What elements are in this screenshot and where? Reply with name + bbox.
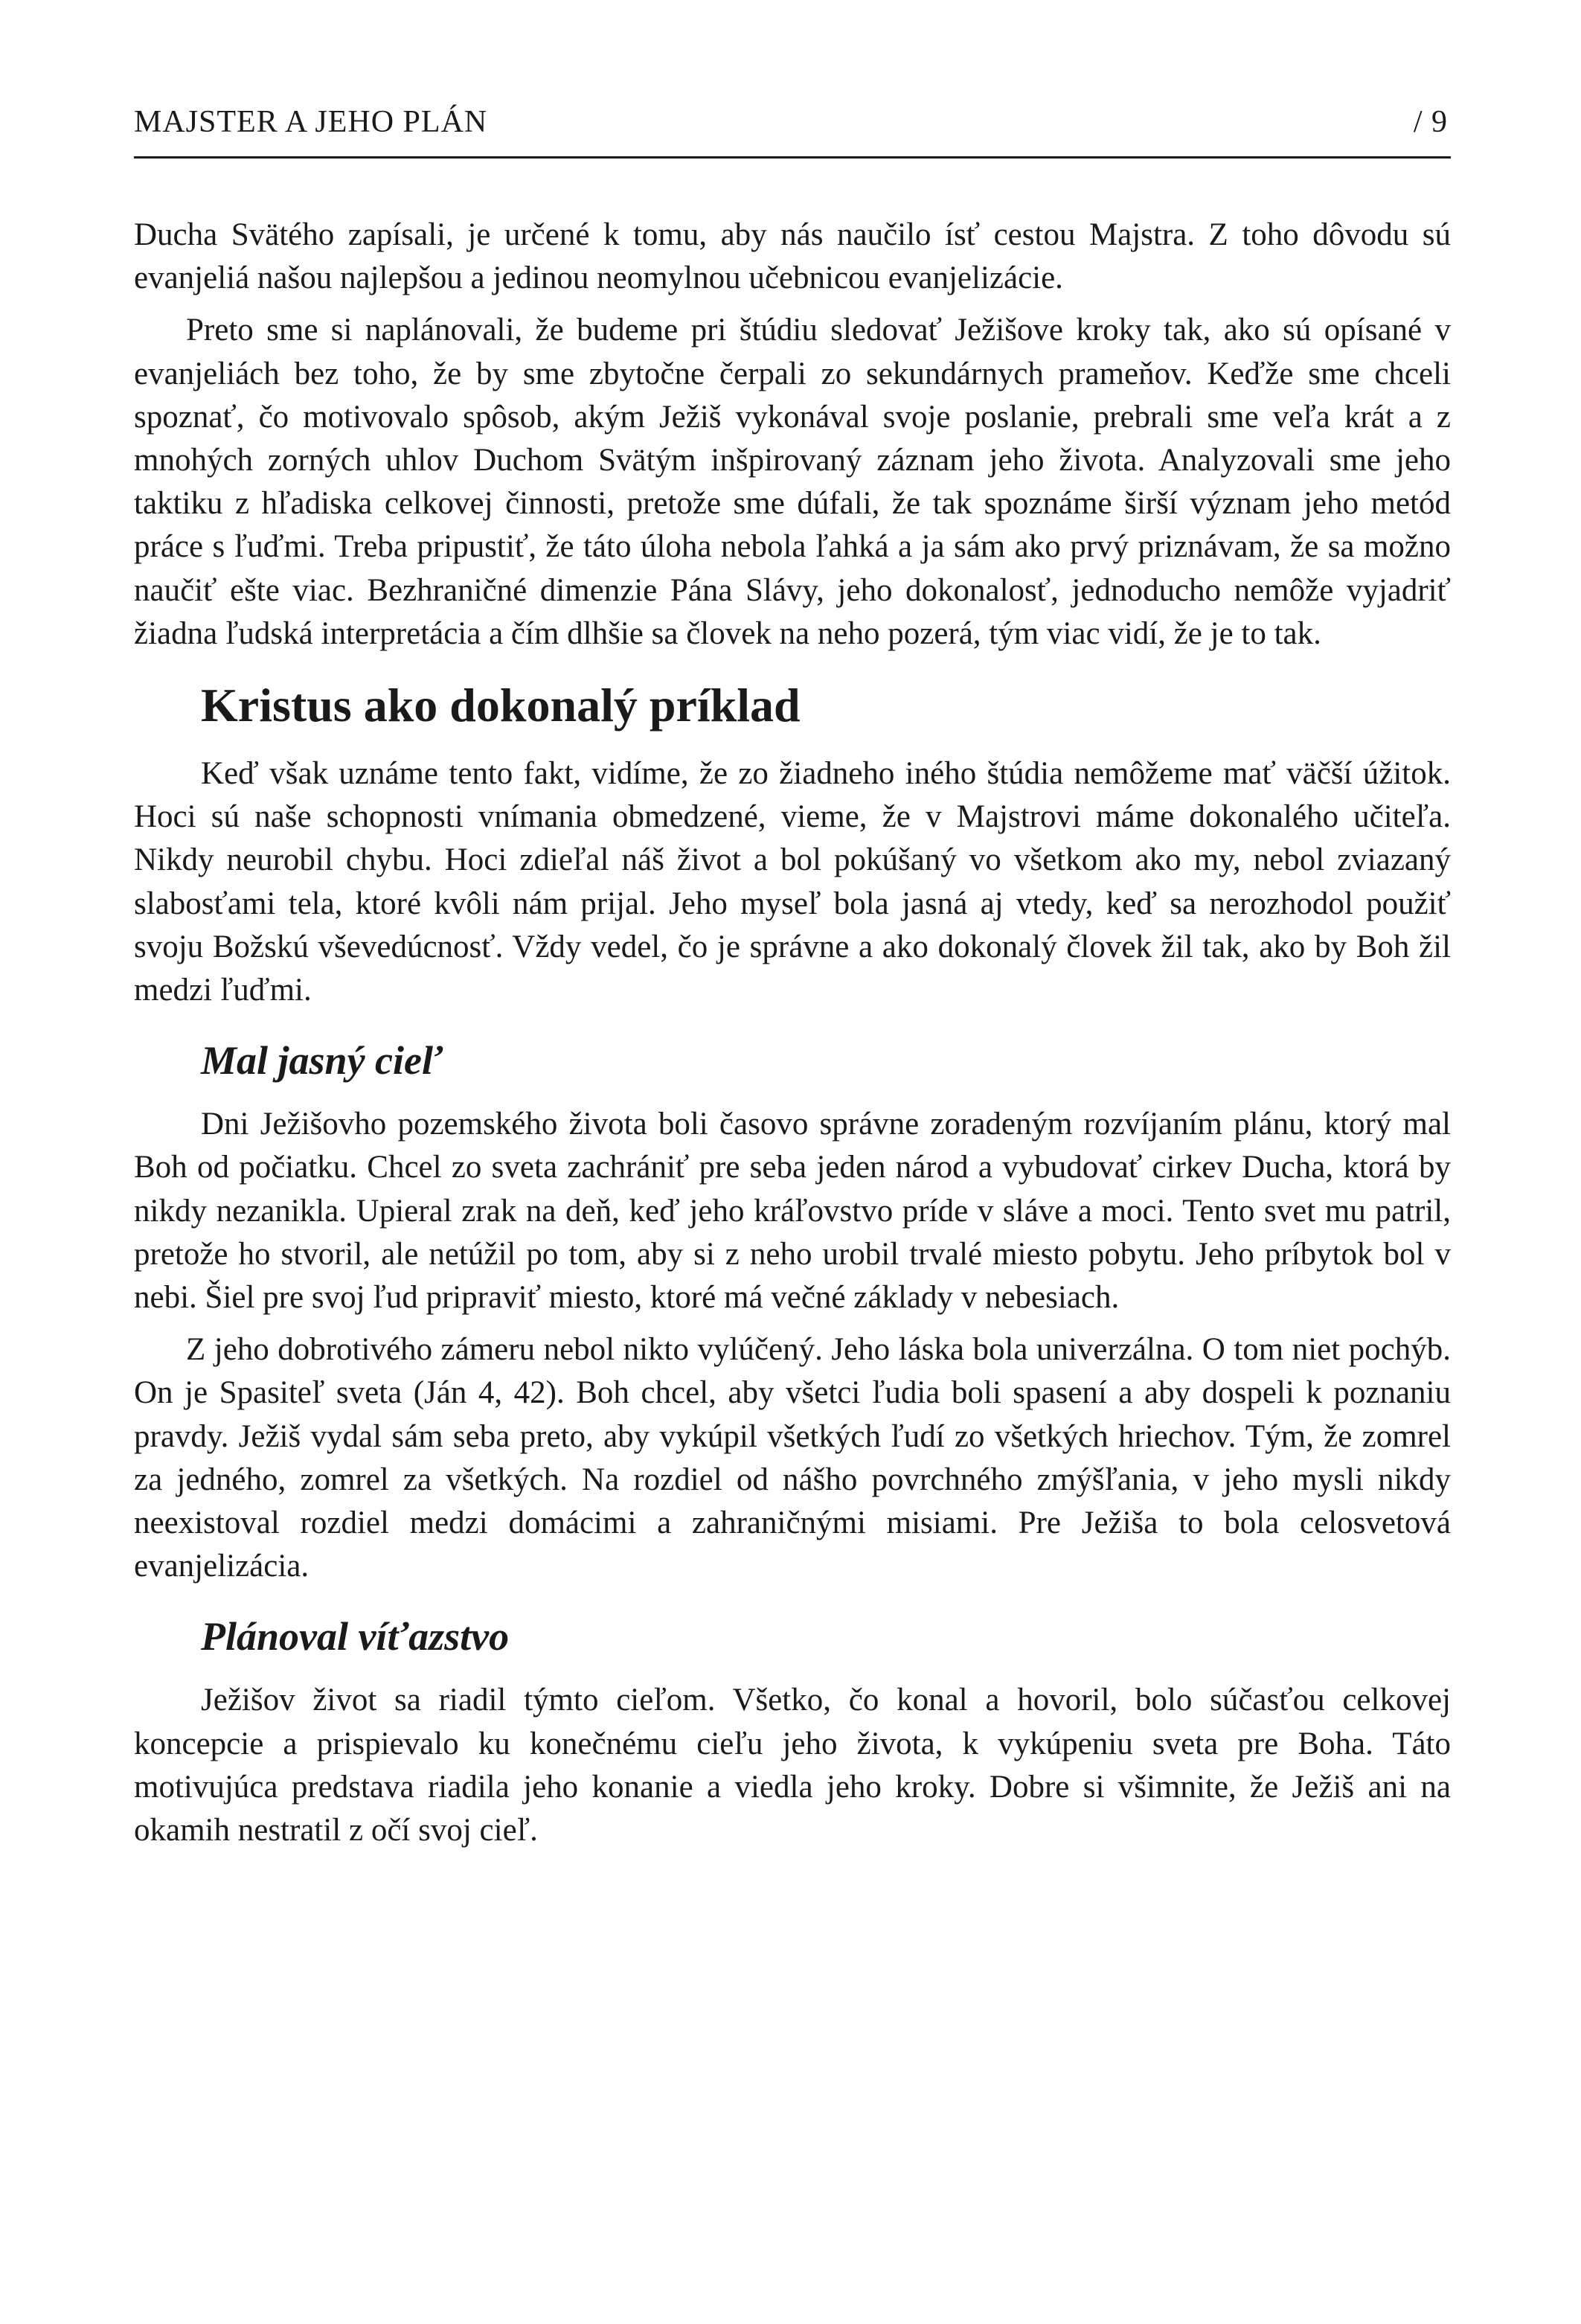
paragraph: Dni Ježišovho pozemského života boli časovo správne zoradeným rozvíjaním plánu, ktorý mal Boh od počiatku. Chcel zo sveta zachrániť pre seba jeden národ a vybudovať cirkev Ducha, ktorá by nikdy nezanikla. Upieral zrak na deň, keď jeho kráľovstvo príde v sláve a moci. Tento svet mu patril, pretože ho stvoril, ale netúžil po tom, aby si z neho urobil trvalé miesto pobytu. Jeho príbytok bol v nebi. Šiel pre svoj ľud pripraviť miesto, ktoré má večné základy v nebesiach. — [134, 1107, 1451, 1316]
paragraph: Z jeho dobrotivého zámeru nebol nikto vylúčený. Jeho láska bola univerzálna. O tom niet pochýb. On je Spasiteľ sveta (Ján 4, 42). Boh chcel, aby všetci ľudia boli spasení a aby dospeli k poznaniu pravdy. Ježiš vydal sám seba preto, aby vykúpil všetkých ľudí zo všetkých hriechov. Tým, že zomrel za jedného, zomrel za všetkých. Na rozdiel od nášho povrchného zmýšľania, v jeho mysli nikdy neexistoval rozdiel medzi domácimi a zahraničnými misiami. Pre Ježiša to bola celosvetová evanjelizácia. — [134, 1332, 1451, 1584]
page-number: / 9 — [1413, 105, 1448, 139]
paragraph: Keď však uznáme tento fakt, vidíme, že zo žiadneho iného štúdia nemôžeme mať väčší úžitok. Hoci sú naše schopnosti vnímania obmedzené, vieme, že v Majstrovi máme dokonalého učiteľa. Nikdy neurobil chybu. Hoci zdieľal náš život a bol pokúšaný vo všetkom ako my, nebol zviazaný slabosťami tela, ktoré kvôli nám prijal. Jeho myseľ bola jasná aj vtedy, keď sa nerozhodol použiť svoju Božskú vševedúcnosť. Vždy vedel, čo je správne a ako dokonalý človek žil tak, ako by Boh žil medzi ľuďmi. — [134, 756, 1451, 1008]
chapter-title: MAJSTER A JEHO PLÁN — [134, 105, 488, 139]
subsection-heading: Mal jasný cieľ — [201, 1038, 443, 1083]
paragraph: Preto sme si naplánovali, že budeme pri štúdiu sledovať Ježišove kroky tak, ako sú opísané v evanjeliách bez toho, že by sme zbytočne čerpali zo sekundárnych prameňov. Keďže sme chceli spoznať, čo motivovalo spôsob, akým Ježiš vykonával svoje poslanie, prebrali sme veľa krát a z mnohých zorných uhlov Duchom Svätým inšpirovaný záznam jeho života. Analyzovali sme jeho taktiku z hľadiska celkovej činnosti, pretože sme dúfali, že tak spoznáme širší význam jeho metód práce s ľuďmi. Treba pripustiť, že táto úloha nebola ľahká a ja sám ako prvý priznávam, že sa možno naučiť ešte viac. Bezhraničné dimenzie Pána Slávy, jeho dokonalosť, jednoducho nemôže vyjadriť žiadna ľudská interpretácia a čím dlhšie sa človek na neho pozerá, tým viac vidí, že je to tak. — [134, 313, 1451, 651]
section-heading: Kristus ako dokonalý príklad — [201, 679, 801, 732]
page-body — [134, 214, 1451, 1852]
book-page — [134, 104, 1451, 1852]
paragraph: Ježišov život sa riadil týmto cieľom. Všetko, čo konal a hovoril, bolo súčasťou celkovej koncepcie a prispievalo ku konečnému cieľu jeho života, k vykúpeniu sveta pre Boha. Táto motivujúca predstava riadila jeho konanie a viedla jeho kroky. Dobre si všimnite, že Ježiš ani na okamih nestratil z očí svoj cieľ. — [134, 1683, 1451, 1848]
running-header — [134, 104, 1451, 159]
subsection-heading: Plánoval víťazstvo — [201, 1614, 510, 1659]
paragraph: Ducha Svätého zapísali, je určené k tomu, aby nás naučilo ísť cestou Majstra. Z toho dôvodu sú evanjeliá našou najlepšou a jedinou neomylnou učebnicou evanjelizácie. — [134, 217, 1451, 296]
